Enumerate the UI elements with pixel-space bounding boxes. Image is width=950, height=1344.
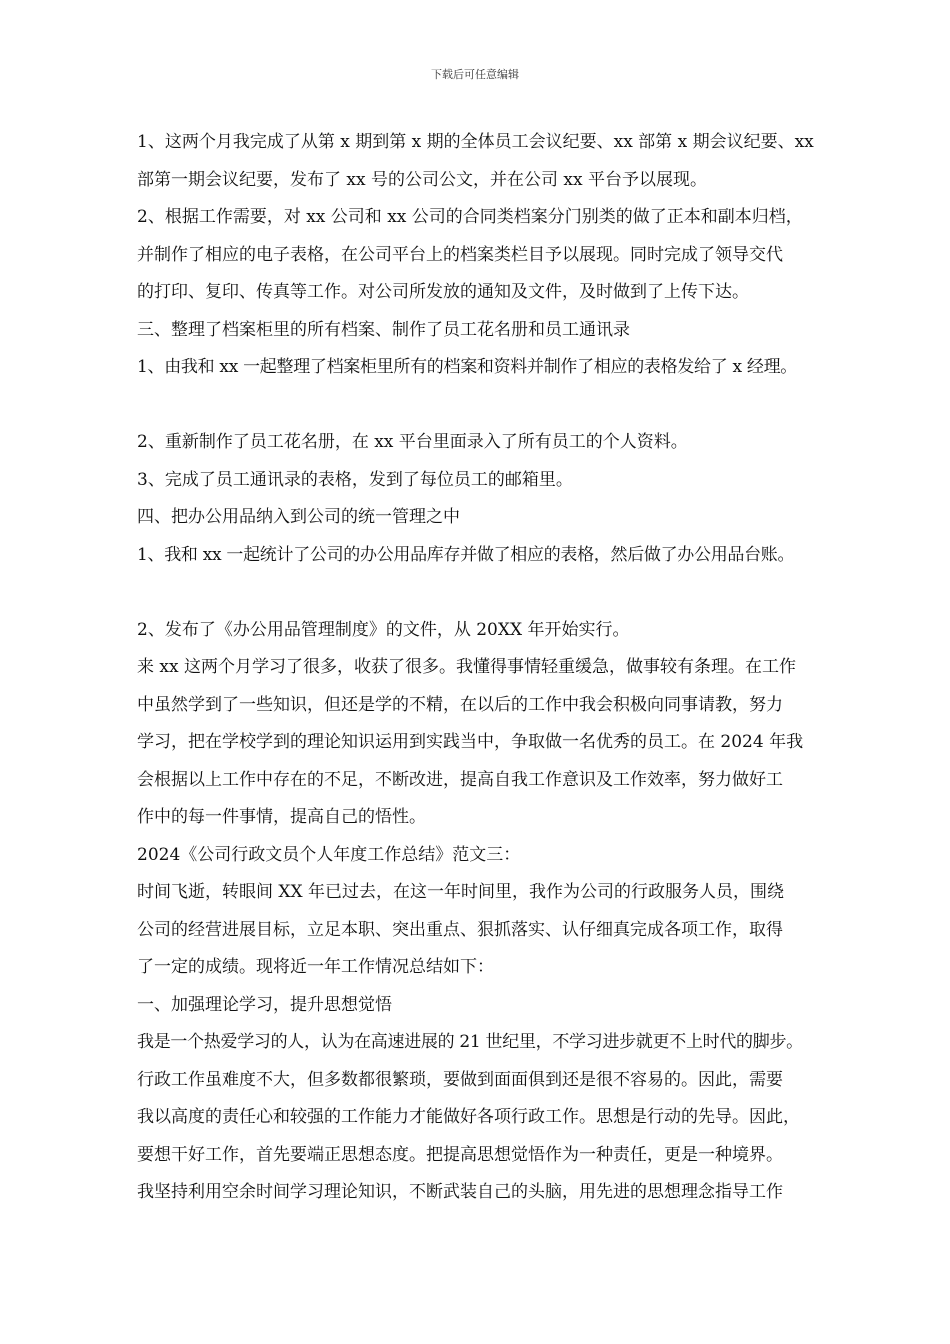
text-line: 会根据以上工作中存在的不足，不断改进，提高自我工作意识及工作效率，努力做好工 bbox=[137, 769, 783, 790]
text-line: 要想干好工作，首先要端正思想态度。把提高思想觉悟作为一种责任，更是一种境界。 bbox=[137, 1144, 783, 1165]
text-line: 1、由我和 xx 一起整理了档案柜里所有的档案和资料并制作了相应的表格发给了 x 经理。 bbox=[137, 357, 797, 377]
section-heading: 2024《公司行政文员个人年度工作总结》范文三： bbox=[137, 844, 521, 865]
text-line: 2、发布了《办公用品管理制度》的文件，从 20XX 年开始实行。 bbox=[137, 619, 630, 640]
text-line: 我坚持利用空余时间学习理论知识，不断武装自己的头脑，用先进的思想理念指导工作 bbox=[137, 1182, 783, 1202]
text-line: 1、这两个月我完成了从第 x 期到第 x 期的全体员工会议纪要、xx 部第 x 期会议纪要、xx bbox=[137, 132, 814, 152]
text-line: 行政工作虽难度不大，但多数都很繁琐，要做到面面俱到还是很不容易的。因此，需要 bbox=[137, 1069, 783, 1090]
blank-line bbox=[137, 574, 897, 612]
text-line: 1、我和 xx 一起统计了公司的办公用品库存并做了相应的表格，然后做了办公用品台账。 bbox=[137, 544, 795, 565]
text-line: 学习，把在学校学到的理论知识运用到实践当中，争取做一名优秀的员工。在 2024 年我 bbox=[137, 732, 804, 752]
text-line: 公司的经营进展目标，立足本职、突出重点、狠抓落实、认仔细真完成各项工作，取得 bbox=[137, 919, 783, 940]
text-line: 的打印、复印、传真等工作。对公司所发放的通知及文件，及时做到了上传下达。 bbox=[137, 282, 749, 302]
text-line: 2、根据工作需要，对 xx 公司和 xx 公司的合同类档案分门别类的做了正本和副本归档， bbox=[137, 207, 803, 227]
text-line: 3、完成了员工通讯录的表格，发到了每位员工的邮箱里。 bbox=[137, 469, 573, 490]
text-line: 了一定的成绩。现将近一年工作情况总结如下： bbox=[137, 957, 494, 977]
section-heading: 四、把办公用品纳入到公司的统一管理之中 bbox=[137, 507, 460, 527]
text-line: 我是一个热爱学习的人，认为在高速进展的 21 世纪里，不学习进步就更不上时代的脚步。 bbox=[137, 1032, 803, 1052]
section-heading: 一、加强理论学习，提升思想觉悟 bbox=[137, 994, 392, 1015]
page-header: 下载后可任意编辑 bbox=[431, 68, 519, 81]
text-line: 时间飞逝，转眼间 XX 年已过去，在这一年时间里，我作为公司的行政服务人员，围绕 bbox=[137, 882, 785, 902]
text-line: 部第一期会议纪要，发布了 xx 号的公司公文，并在公司 xx 平台予以展现。 bbox=[137, 169, 707, 190]
text-line: 中虽然学到了一些知识，但还是学的不精，在以后的工作中我会积极向同事请教，努力 bbox=[137, 694, 783, 715]
blank-line bbox=[137, 387, 897, 425]
text-line: 并制作了相应的电子表格，在公司平台上的档案类栏目予以展现。同时完成了领导交代 bbox=[137, 244, 783, 265]
text-line: 来 xx 这两个月学习了很多，收获了很多。我懂得事情轻重缓急，做事较有条理。在工作 bbox=[137, 657, 796, 677]
text-line: 作中的每一件事情，提高自己的悟性。 bbox=[137, 807, 426, 827]
document-body bbox=[137, 124, 897, 1212]
text-line: 2、重新制作了员工花名册，在 xx 平台里面录入了所有员工的个人资料。 bbox=[137, 432, 688, 452]
section-heading: 三、整理了档案柜里的所有档案、制作了员工花名册和员工通讯录 bbox=[137, 319, 630, 340]
text-line: 我以高度的责任心和较强的工作能力才能做好各项行政工作。思想是行动的先导。因此， bbox=[137, 1107, 800, 1127]
